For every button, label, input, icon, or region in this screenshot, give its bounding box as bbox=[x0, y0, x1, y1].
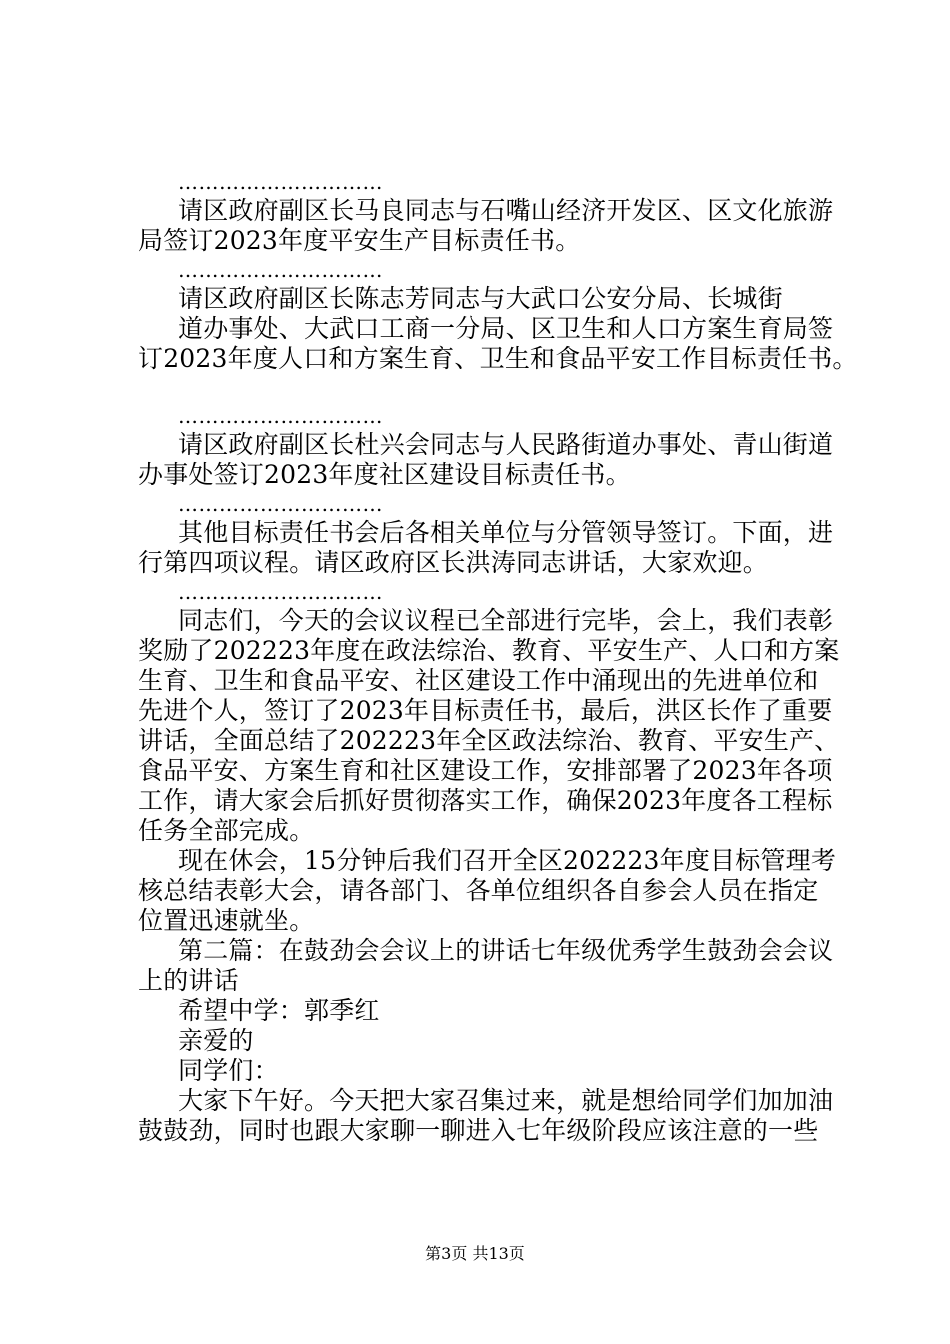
text-line: 大家下午好。今天把大家召集过来，就是想给同学们加加油 bbox=[178, 1086, 834, 1115]
text-line: 同学们： bbox=[178, 1056, 279, 1085]
text-line: 请区政府副区长马良同志与石嘴山经济开发区、区文化旅游 bbox=[178, 196, 834, 225]
text-line: 亲爱的 bbox=[178, 1026, 254, 1055]
text-line: 生育、卫生和食品平安、社区建设工作中涌现出的先进单位和 bbox=[138, 666, 819, 695]
salutation bbox=[138, 1056, 838, 1086]
text-line: 订2023年度人口和方案生育、卫生和食品平安工作目标责任书。 bbox=[138, 344, 858, 373]
text-line: 任务全部完成。 bbox=[138, 816, 315, 845]
paragraph bbox=[138, 1086, 838, 1146]
text-line: 请区政府副区长陈志芳同志与大武口公安分局、长城街 bbox=[178, 284, 783, 313]
paragraph bbox=[138, 196, 838, 256]
salutation bbox=[138, 1026, 838, 1056]
text-line: 希望中学：郭季红 bbox=[178, 996, 380, 1025]
text-line: 现在休会，15分钟后我们召开全区202223年度目标管理考 bbox=[178, 846, 837, 875]
ellipsis-separator: ………………………… bbox=[178, 580, 383, 604]
text-line: 奖励了202223年度在政法综治、教育、平安生产、人口和方案 bbox=[138, 636, 840, 665]
paragraph bbox=[138, 518, 838, 578]
paragraph bbox=[138, 430, 838, 490]
text-line: 位置迅速就坐。 bbox=[138, 906, 315, 935]
text-line: 鼓鼓劲，同时也跟大家聊一聊进入七年级阶段应该注意的一些 bbox=[138, 1116, 819, 1145]
text-line: 道办事处、大武口工商一分局、区卫生和人口方案生育局签 bbox=[178, 314, 834, 343]
text-line: 讲话，全面总结了202223年全区政法综治、教育、平安生产、 bbox=[138, 726, 840, 755]
text-line: 先进个人，签订了2023年目标责任书，最后，洪区长作了重要 bbox=[138, 696, 833, 725]
ellipsis-separator: ………………………… bbox=[178, 404, 383, 428]
document-body bbox=[138, 168, 858, 1146]
text-line: 局签订2023年度平安生产目标责任书。 bbox=[138, 226, 581, 255]
text-line: 上的讲话 bbox=[138, 966, 239, 995]
spacer bbox=[138, 374, 838, 402]
text-line: 请区政府副区长杜兴会同志与人民路街道办事处、青山街道 bbox=[178, 430, 834, 459]
author-line bbox=[138, 996, 838, 1026]
paragraph bbox=[138, 284, 838, 314]
paragraph bbox=[138, 846, 838, 936]
ellipsis-separator: ………………………… bbox=[178, 492, 383, 516]
text-line: 办事处签订2023年度社区建设目标责任书。 bbox=[138, 460, 631, 489]
text-line: 行第四项议程。请区政府区长洪涛同志讲话，大家欢迎。 bbox=[138, 548, 769, 577]
ellipsis-separator: ………………………… bbox=[178, 258, 383, 282]
text-line: 同志们，今天的会议议程已全部进行完毕，会上，我们表彰 bbox=[178, 606, 834, 635]
text-line: 第二篇：在鼓劲会会议上的讲话七年级优秀学生鼓劲会会议 bbox=[178, 936, 834, 965]
section-heading bbox=[138, 936, 838, 996]
ellipsis-separator: ………………………… bbox=[178, 170, 383, 194]
text-line: 工作，请大家会后抓好贯彻落实工作，确保2023年度各工程标 bbox=[138, 786, 833, 815]
page-indicator: 第3页 共13页 bbox=[425, 1244, 525, 1263]
paragraph bbox=[138, 314, 858, 374]
text-line: 食品平安、方案生育和社区建设工作，安排部署了2023年各项 bbox=[138, 756, 833, 785]
text-line: 核总结表彰大会，请各部门、各单位组织各自参会人员在指定 bbox=[138, 876, 819, 905]
paragraph bbox=[138, 606, 838, 846]
text-line: 其他目标责任书会后各相关单位与分管领导签订。下面，进 bbox=[178, 518, 834, 547]
